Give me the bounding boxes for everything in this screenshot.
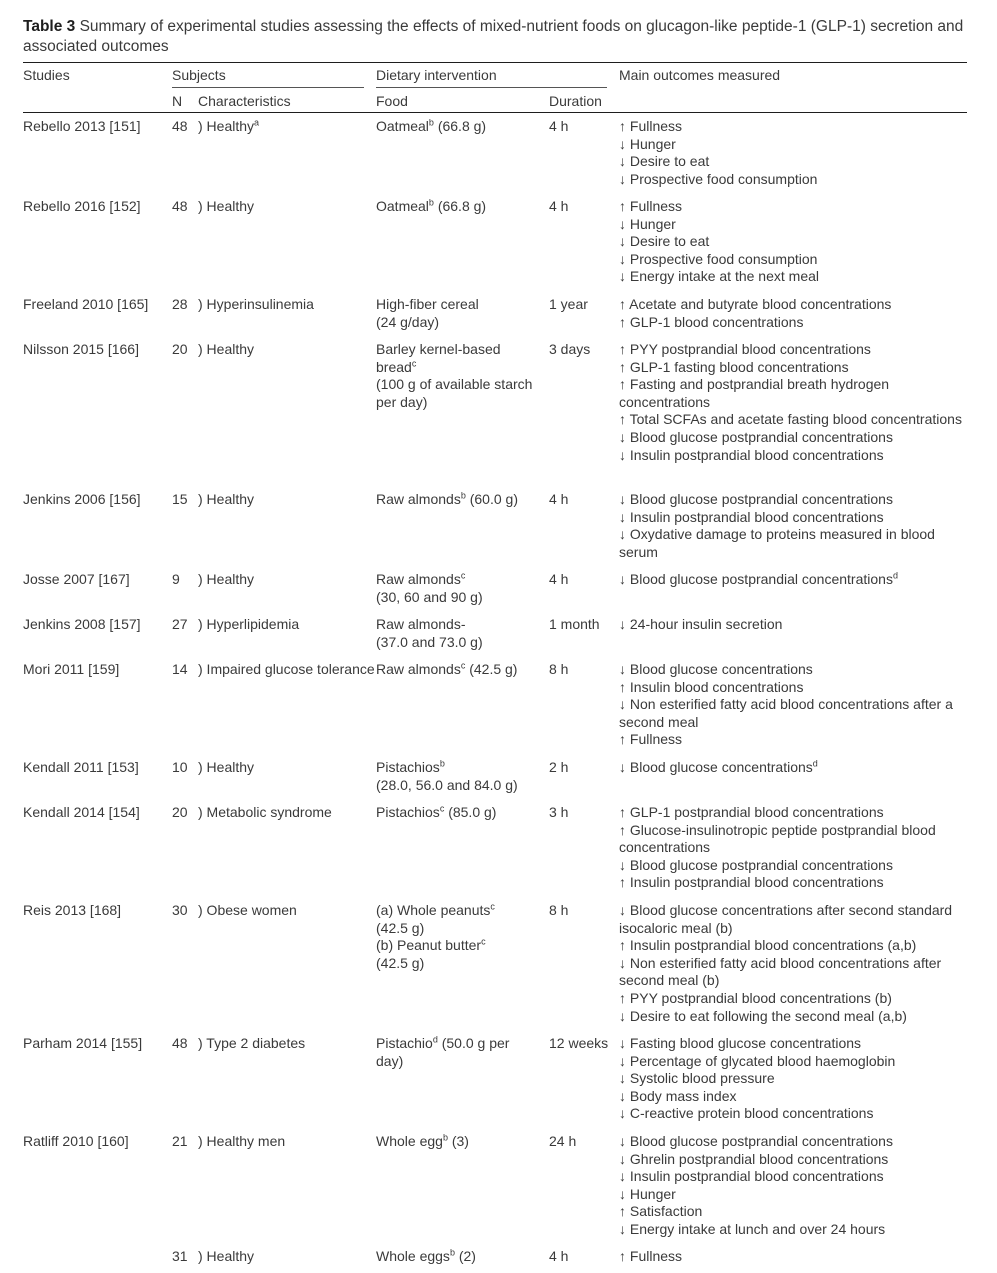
food-line (376, 902, 546, 920)
food-line (376, 1035, 546, 1053)
outcome-line (619, 679, 969, 697)
food-cell (376, 198, 546, 216)
food-cell (376, 759, 546, 794)
characteristics-text: ) Healthy men (198, 1133, 286, 1149)
food-text: Pistachios (376, 759, 440, 775)
food-text: Oatmeal (376, 198, 429, 214)
food-cell (376, 1248, 546, 1266)
outcome-line (619, 447, 969, 465)
n-cell: 20 (172, 804, 188, 820)
food-line (376, 198, 546, 216)
characteristics-cell (198, 341, 381, 359)
food-cell (376, 1133, 546, 1151)
study-cell: Reis 2013 [168] (23, 902, 122, 918)
outcomes-cell (619, 902, 969, 1025)
food-cell (376, 296, 546, 331)
food-line (376, 634, 546, 652)
food-text: High-fiber cereal (376, 296, 479, 312)
outcome-line (619, 118, 969, 136)
food-cell (376, 1035, 546, 1070)
outcomes-cell (619, 198, 969, 286)
table-caption-text: Summary of experimental studies assessing the effects of mixed-nutrient foods on glucagon-like peptide-1 (GLP-1) secretion and associated outcomes (23, 18, 964, 55)
table-caption (23, 17, 973, 57)
food-text: (42.5 g) (376, 954, 425, 971)
header-rule (23, 112, 967, 113)
duration-cell: 4 h (549, 491, 569, 507)
food-cell (376, 341, 546, 411)
characteristics-cell (198, 902, 381, 920)
food-line (376, 359, 546, 377)
outcomes-cell (619, 571, 969, 589)
outcome-text: ↓ 24-hour insulin secretion (619, 616, 783, 632)
outcome-line (619, 296, 969, 314)
study-cell: Rebello 2016 [152] (23, 198, 141, 214)
outcome-line (619, 857, 969, 875)
outcomes-cell (619, 1248, 969, 1266)
header-studies: Studies (23, 67, 70, 83)
characteristics-text: ) Impaired glucose tolerance (198, 661, 375, 677)
food-line (376, 1133, 546, 1151)
food-amount: (50.0 g per (437, 1035, 510, 1051)
duration-cell: 8 h (549, 661, 569, 677)
characteristics-cell (198, 1248, 381, 1266)
outcome-text: ↓ Hunger (619, 1185, 676, 1202)
outcome-text: ↑ Fullness (619, 1248, 683, 1264)
study-cell: Freeland 2010 [165] (23, 296, 149, 312)
food-line (376, 920, 546, 938)
characteristics-text: ) Hyperinsulinemia (198, 296, 314, 312)
food-line (376, 394, 546, 412)
food-line (376, 1248, 546, 1266)
n-cell: 28 (172, 296, 188, 312)
food-text: Raw almonds (376, 571, 461, 587)
study-cell: Ratliff 2010 [160] (23, 1133, 129, 1149)
outcome-line (619, 902, 969, 937)
outcome-line (619, 1203, 969, 1221)
outcome-text: ↓ Energy intake at the next meal (619, 268, 819, 285)
outcome-line (619, 696, 969, 731)
characteristics-cell (198, 1133, 381, 1151)
outcome-line (619, 661, 969, 679)
duration-cell: 8 h (549, 902, 569, 918)
food-line (376, 491, 546, 509)
footnote-marker: a (254, 117, 260, 128)
outcome-line (619, 1151, 969, 1169)
outcome-line (619, 955, 969, 990)
food-text: (42.5 g) (376, 919, 425, 936)
outcome-text: ↓ Ghrelin postprandial blood concentrations (619, 1150, 889, 1167)
outcome-text: ↓ Blood glucose postprandial concentrations (619, 491, 893, 507)
header-characteristics: Characteristics (198, 93, 291, 109)
outcome-line (619, 1053, 969, 1071)
characteristics-cell (198, 759, 381, 777)
header-dietary-intervention: Dietary intervention (376, 67, 497, 83)
outcome-line (619, 171, 969, 189)
outcome-text: ↑ Insulin postprandial blood concentrations (619, 874, 884, 891)
outcome-text: ↓ Desire to eat (619, 153, 710, 170)
food-text: (b) Peanut butter (376, 937, 482, 954)
outcome-text: ↑ GLP-1 blood concentrations (619, 313, 804, 330)
food-line (376, 296, 546, 314)
food-text: (24 g/day) (376, 313, 440, 330)
footnote-marker: b (439, 758, 445, 769)
outcome-text: ↓ Body mass index (619, 1087, 737, 1104)
characteristics-text: ) Metabolic syndrome (198, 804, 332, 820)
study-cell: Kendall 2011 [153] (23, 759, 139, 775)
outcome-line (619, 314, 969, 332)
food-line (376, 118, 546, 136)
outcome-line (619, 1070, 969, 1088)
footnote-marker: c (411, 357, 417, 368)
outcome-line (619, 1221, 969, 1239)
outcome-text: ↓ Percentage of glycated blood haemoglobin (619, 1052, 896, 1069)
footnote-marker: c (460, 660, 466, 671)
outcome-line (619, 874, 969, 892)
outcome-text: ↑ PYY postprandial blood concentrations (b) (619, 989, 892, 1006)
outcome-line (619, 268, 969, 286)
footnote-marker: b (428, 197, 434, 208)
outcomes-cell (619, 1133, 969, 1239)
header-n: N (172, 93, 183, 109)
footnote-marker: d (892, 570, 898, 581)
outcome-text: ↓ Blood glucose postprandial concentrations (619, 428, 893, 445)
food-cell (376, 661, 546, 679)
outcomes-cell (619, 804, 969, 892)
n-cell: 48 (172, 198, 188, 214)
outcome-line (619, 526, 969, 561)
food-cell (376, 804, 546, 822)
outcome-line (619, 509, 969, 527)
outcome-line (619, 616, 969, 634)
footnote-marker: d (812, 758, 818, 769)
study-cell: Jenkins 2008 [157] (23, 616, 141, 632)
food-text: (30, 60 and 90 g) (376, 588, 483, 605)
outcome-line (619, 571, 969, 589)
outcome-text: ↓ Systolic blood pressure (619, 1070, 775, 1087)
characteristics-text: ) Healthy (198, 118, 255, 134)
characteristics-cell (198, 198, 381, 216)
food-text: (a) Whole peanuts (376, 902, 491, 918)
outcome-text: ↓ Insulin postprandial blood concentrations (619, 508, 884, 525)
n-cell: 14 (172, 661, 188, 677)
food-line (376, 341, 546, 359)
outcome-line (619, 251, 969, 269)
duration-cell: 1 month (549, 616, 600, 632)
outcome-line (619, 376, 969, 411)
footnote-marker: b (449, 1247, 455, 1258)
outcome-text: ↑ Satisfaction (619, 1203, 703, 1220)
n-cell: 27 (172, 616, 188, 632)
header-food: Food (376, 93, 408, 109)
outcome-line (619, 491, 969, 509)
outcome-line (619, 359, 969, 377)
outcome-text: ↓ Insulin postprandial blood concentrations (619, 446, 884, 463)
food-text: Raw almonds (376, 661, 461, 677)
outcome-line (619, 990, 969, 1008)
outcome-line (619, 1133, 969, 1151)
outcome-line (619, 429, 969, 447)
food-amount: (3) (447, 1133, 469, 1149)
food-text: Pistachio (376, 1035, 433, 1051)
outcome-text: ↑ PYY postprandial blood concentrations (619, 341, 871, 357)
outcome-text: ↑ Acetate and butyrate blood concentrations (619, 296, 892, 312)
characteristics-cell (198, 1035, 381, 1053)
characteristics-text: ) Hyperlipidemia (198, 616, 300, 632)
outcome-text: ↓ Insulin postprandial blood concentrations (619, 1168, 884, 1185)
food-cell (376, 118, 546, 136)
food-line (376, 955, 546, 973)
food-line (376, 376, 546, 394)
food-amount: (85.0 g) (444, 804, 497, 820)
outcome-line (619, 731, 969, 749)
outcome-text: ↓ Prospective food consumption (619, 170, 818, 187)
n-cell: 15 (172, 491, 188, 507)
outcome-text: ↓ Desire to eat (619, 233, 710, 250)
n-cell: 48 (172, 118, 188, 134)
outcome-text: ↓ Blood glucose concentrations (619, 759, 813, 775)
outcome-line (619, 822, 969, 857)
outcome-text: ↓ Desire to eat following the second meal (a,b) (619, 1007, 907, 1024)
food-text: per day) (376, 393, 428, 410)
outcome-text: ↑ Total SCFAs and acetate fasting blood concentrations (619, 411, 962, 428)
dietary-subrule (376, 87, 607, 88)
outcome-line (619, 411, 969, 429)
outcome-text: ↑ Insulin blood concentrations (619, 678, 804, 695)
outcome-line (619, 153, 969, 171)
food-cell (376, 616, 546, 651)
outcome-line (619, 1186, 969, 1204)
outcome-line (619, 804, 969, 822)
food-line (376, 589, 546, 607)
n-cell: 48 (172, 1035, 188, 1051)
duration-cell: 1 year (549, 296, 588, 312)
food-text: Whole egg (376, 1133, 443, 1149)
food-text: (100 g of available starch (376, 376, 533, 393)
outcome-line (619, 1008, 969, 1026)
food-line (376, 1053, 546, 1071)
characteristics-cell (198, 491, 381, 509)
top-rule (23, 62, 967, 63)
outcomes-cell (619, 341, 969, 464)
outcome-text: ↑ Insulin postprandial blood concentrations (a,b) (619, 937, 917, 954)
outcome-line (619, 216, 969, 234)
outcome-text: ↑ GLP-1 postprandial blood concentrations (619, 804, 884, 820)
food-amount: (66.8 g) (433, 198, 487, 214)
outcome-line (619, 937, 969, 955)
food-cell (376, 571, 546, 606)
study-cell: Parham 2014 [155] (23, 1035, 143, 1051)
outcome-line (619, 759, 969, 777)
food-text: Raw almonds- (376, 616, 466, 632)
duration-cell: 3 h (549, 804, 569, 820)
food-cell (376, 902, 546, 972)
outcome-text: ↓ Hunger (619, 135, 676, 152)
study-cell: Jenkins 2006 [156] (23, 491, 141, 507)
outcome-text: ↓ Fasting blood glucose concentrations (619, 1035, 862, 1051)
n-cell: 31 (172, 1248, 188, 1264)
characteristics-cell (198, 804, 381, 822)
duration-cell: 2 h (549, 759, 569, 775)
outcome-text: ↓ C-reactive protein blood concentrations (619, 1105, 874, 1122)
food-text: Pistachios (376, 804, 440, 820)
footnote-marker: c (460, 570, 466, 581)
outcome-text: ↓ Blood glucose postprandial concentrations (619, 856, 893, 873)
food-line (376, 314, 546, 332)
food-text: Whole eggs (376, 1248, 450, 1264)
footnote-marker: c (490, 901, 495, 912)
outcome-text: ↑ Fullness (619, 198, 683, 214)
outcome-line (619, 136, 969, 154)
food-line (376, 777, 546, 795)
food-line (376, 616, 546, 634)
outcome-line (619, 1035, 969, 1053)
outcome-text: ↓ Blood glucose postprandial concentrations (619, 571, 893, 587)
outcome-text: ↑ Fullness (619, 118, 683, 134)
subjects-subrule (172, 87, 364, 88)
food-text: bread (376, 358, 412, 375)
food-line (376, 759, 546, 777)
footnote-marker: d (432, 1034, 438, 1045)
characteristics-text: ) Healthy (198, 759, 255, 775)
food-line (376, 937, 546, 955)
outcome-line (619, 1088, 969, 1106)
characteristics-text: ) Healthy (198, 1248, 255, 1264)
outcome-text: ↑ Fasting and postprandial breath hydrogen concentrations (619, 376, 890, 410)
outcome-text: ↓ Blood glucose postprandial concentrations (619, 1133, 893, 1149)
outcome-text: ↓ Non esterified fatty acid blood concentrations after second meal (b) (619, 954, 942, 989)
footnote-marker: c (439, 803, 445, 814)
n-cell: 10 (172, 759, 188, 775)
outcome-line (619, 1168, 969, 1186)
characteristics-cell (198, 296, 381, 314)
duration-cell: 4 h (549, 1248, 569, 1264)
outcome-line (619, 198, 969, 216)
duration-cell: 12 weeks (549, 1035, 609, 1051)
food-amount: (2) (454, 1248, 476, 1264)
study-cell: Rebello 2013 [151] (23, 118, 141, 134)
duration-cell: 24 h (549, 1133, 577, 1149)
food-line (376, 804, 546, 822)
characteristics-text: ) Healthy (198, 198, 255, 214)
outcome-text: ↓ Hunger (619, 215, 676, 232)
outcome-text: ↓ Blood glucose concentrations (619, 661, 813, 677)
study-cell: Nilsson 2015 [166] (23, 341, 139, 357)
characteristics-text: ) Healthy (198, 341, 255, 357)
characteristics-cell (198, 571, 381, 589)
outcomes-cell (619, 661, 969, 749)
outcome-text: ↑ Glucose-insulinotropic peptide postprandial blood concentrations (619, 821, 936, 856)
food-text: Oatmeal (376, 118, 429, 134)
n-cell: 21 (172, 1133, 188, 1149)
food-text: (28.0, 56.0 and 84.0 g) (376, 776, 518, 793)
header-main-outcomes: Main outcomes measured (619, 67, 781, 83)
outcome-text: ↓ Prospective food consumption (619, 250, 818, 267)
n-cell: 20 (172, 341, 188, 357)
food-amount: (66.8 g) (433, 118, 487, 134)
n-cell: 30 (172, 902, 188, 918)
food-text: day) (376, 1052, 404, 1069)
outcome-line (619, 1105, 969, 1123)
footnote-marker: b (428, 117, 434, 128)
food-text: Barley kernel-based (376, 341, 501, 357)
n-cell: 9 (172, 571, 180, 587)
outcomes-cell (619, 616, 969, 634)
characteristics-cell (198, 118, 381, 136)
characteristics-text: ) Type 2 diabetes (198, 1035, 306, 1051)
outcome-line (619, 233, 969, 251)
study-cell: Josse 2007 [167] (23, 571, 130, 587)
food-line (376, 571, 546, 589)
food-text: Raw almonds (376, 491, 461, 507)
study-cell: Mori 2011 [159] (23, 661, 120, 677)
characteristics-text: ) Obese women (198, 902, 297, 918)
footnote-marker: b (460, 490, 466, 501)
characteristics-cell (198, 616, 381, 634)
outcomes-cell (619, 491, 969, 561)
outcome-text: ↓ Blood glucose concentrations after second standard isocaloric meal (b) (619, 902, 953, 936)
header-subjects: Subjects (172, 67, 226, 83)
duration-cell: 4 h (549, 118, 569, 134)
outcome-text: ↓ Oxydative damage to proteins measured in blood serum (619, 526, 935, 560)
outcome-text: ↓ Non esterified fatty acid blood concentrations after a second meal (619, 696, 953, 730)
footnote-marker: b (442, 1132, 448, 1143)
outcome-line (619, 1248, 969, 1266)
header-duration: Duration (549, 93, 602, 109)
outcome-line (619, 341, 969, 359)
outcome-text: ↓ Energy intake at lunch and over 24 hours (619, 1220, 886, 1237)
duration-cell: 3 days (549, 341, 591, 357)
characteristics-text: ) Healthy (198, 491, 255, 507)
food-text: (37.0 and 73.0 g) (376, 633, 483, 650)
food-amount: (60.0 g) (465, 491, 518, 507)
table-label: Table 3 (23, 18, 76, 35)
outcome-text: ↑ GLP-1 fasting blood concentrations (619, 358, 849, 375)
food-amount: (42.5 g) (465, 661, 518, 677)
food-line (376, 661, 546, 679)
food-cell (376, 491, 546, 509)
footnote-marker: c (481, 936, 486, 947)
characteristics-text: ) Healthy (198, 571, 255, 587)
duration-cell: 4 h (549, 571, 569, 587)
study-cell: Kendall 2014 [154] (23, 804, 140, 820)
outcomes-cell (619, 759, 969, 777)
outcomes-cell (619, 1035, 969, 1123)
outcomes-cell (619, 296, 969, 331)
outcome-text: ↑ Fullness (619, 731, 683, 748)
outcomes-cell (619, 118, 969, 188)
duration-cell: 4 h (549, 198, 569, 214)
characteristics-cell (198, 661, 381, 679)
